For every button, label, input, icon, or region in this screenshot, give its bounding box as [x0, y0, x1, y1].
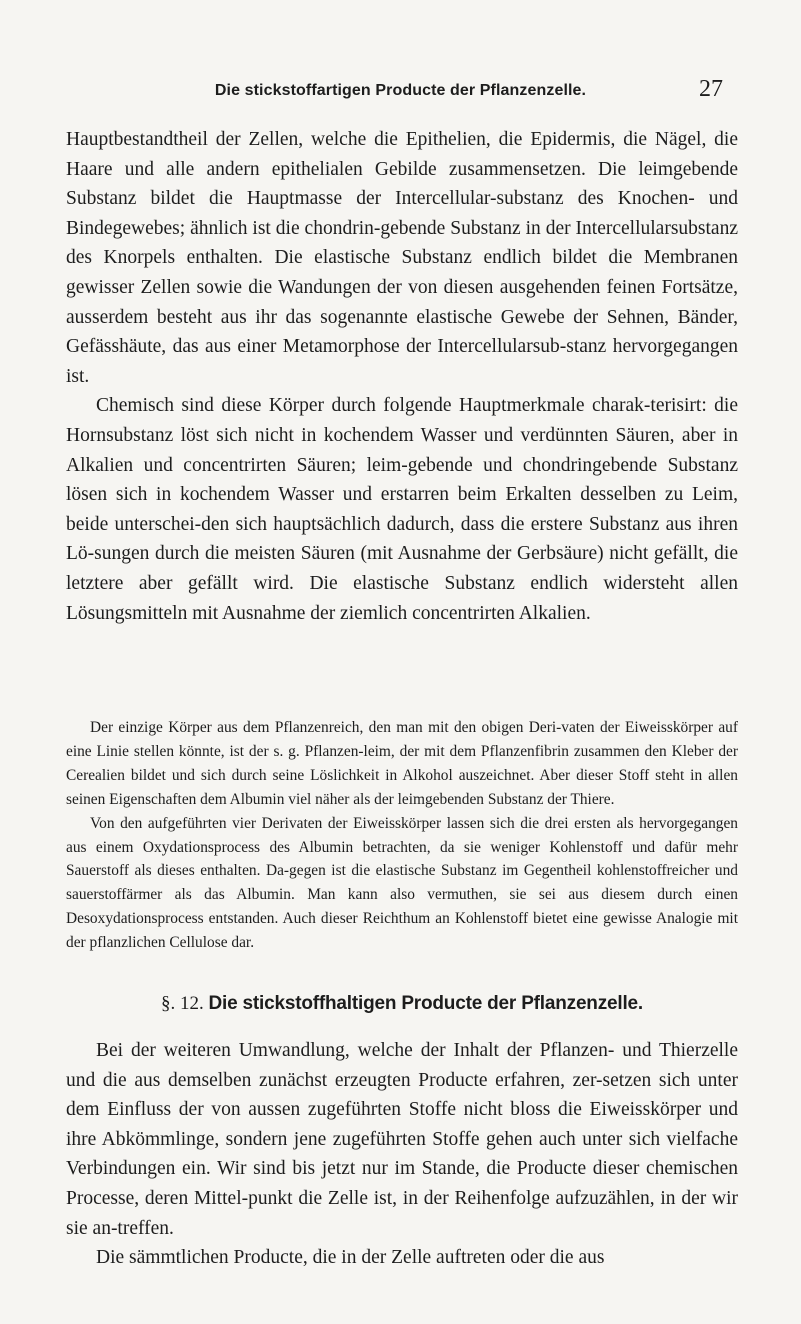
paragraph: Die sämmtlichen Producte, die in der Zelle auftreten oder die aus	[96, 1247, 605, 1269]
paragraph: Hauptbestandtheil der Zellen, welche die Epithelien, die Epidermis, die Nägel, die Haare und alle andern epithelialen Gebilde zusammensetzen. Die leimgebende Substanz bildet die Hauptmasse der Intercellular-substanz des Knochen- und Bindegewebes; ähnlich ist die chondrin-gebende Substanz in der Intercellularsubstanz des Knorpels enthalten. Die elastische Substanz endlich bildet die Membranen gewisser Zellen sowie die Wandungen der von diesen ausgehenden feinen Fortsätze, ausserdem besteht aus ihr das sogenannte elastische Gewebe der Sehnen, Bänder, Gefässhäute, das aus einer Metamorphose der Intercellularsub-stanz hervorgegangen ist.	[66, 129, 738, 387]
footnote-block	[66, 716, 738, 955]
running-title: Die stickstoffartigen Producte der Pflanzenzelle.	[214, 82, 587, 99]
page-header	[0, 76, 801, 110]
page-number: 27	[699, 76, 723, 102]
small-print-paragraph: Von den aufgeführten vier Derivaten der Eiweisskörper lassen sich die drei ersten als hervorgegangen aus einem Oxydationsprocess des Albumin betrachten, da sie weniger Kohlenstoff und dafür mehr Sauerstoff als dieses enthalten. Da-gegen ist die elastische Substanz im Gegentheil kohlenstoffreicher und sauerstoffärmer als das Albumin. Man kann also vermuthen, sie sei aus diesem durch einen Desoxydationsprocess entstanden. Auch dieser Reichthum an Kohlenstoff bietet eine gewisse Analogie mit der pflanzlichen Cellulose dar.	[66, 814, 738, 952]
paragraph: Bei der weiteren Umwandlung, welche der Inhalt der Pflanzen- und Thierzelle und die aus demselben zunächst erzeugten Producte erfahren, zer-setzen sich unter dem Einfluss der von aussen zugeführten Stoffe nicht bloss die Eiweisskörper und ihre Abkömmlinge, sondern jene zugeführten Stoffe gehen auch unter sich vielfache Verbindungen ein. Wir sind bis jetzt nur im Stande, die Producte dieser chemischen Processe, deren Mittel-punkt die Zelle ist, in der Reihenfolge aufzuzählen, in der wir sie an-treffen.	[66, 1040, 738, 1239]
section-heading	[66, 990, 738, 1018]
section-title: Die stickstoffhaltigen Producte der Pflanzenzelle.	[208, 993, 643, 1014]
section-number: §. 12.	[161, 993, 204, 1014]
section-text-block	[66, 1036, 738, 1273]
main-text-block	[66, 125, 738, 628]
small-print-paragraph: Der einzige Körper aus dem Pflanzenreich, den man mit den obigen Deri-vaten der Eiweisskörper auf eine Linie stellen könnte, ist der s. g. Pflanzen-leim, der mit dem Pflanzenfibrin zusammen den Kleber der Cerealien bildet und sich durch seine Löslichkeit in Alkohol auszeichnet. Aber dieser Stoff steht in allen seinen Eigenschaften dem Albumin viel näher als der leimgebenden Substanz der Thiere.	[66, 719, 738, 808]
paragraph: Chemisch sind diese Körper durch folgende Hauptmerkmale charak-terisirt: die Hornsubstanz löst sich nicht in kochendem Wasser und verdünnten Säuren, aber in Alkalien und concentrirten Säuren; leim-gebende und chondringebende Substanz lösen sich in kochendem Wasser und erstarren beim Erkalten desselben zu Leim, beide unterschei-den sich hauptsächlich dadurch, dass die erstere Substanz aus ihren Lö-sungen durch die meisten Säuren (mit Ausnahme der Gerbsäure) nicht gefällt, die letztere aber gefällt wird. Die elastische Substanz endlich widersteht allen Lösungsmitteln mit Ausnahme der ziemlich concentrirten Alkalien.	[66, 395, 738, 624]
